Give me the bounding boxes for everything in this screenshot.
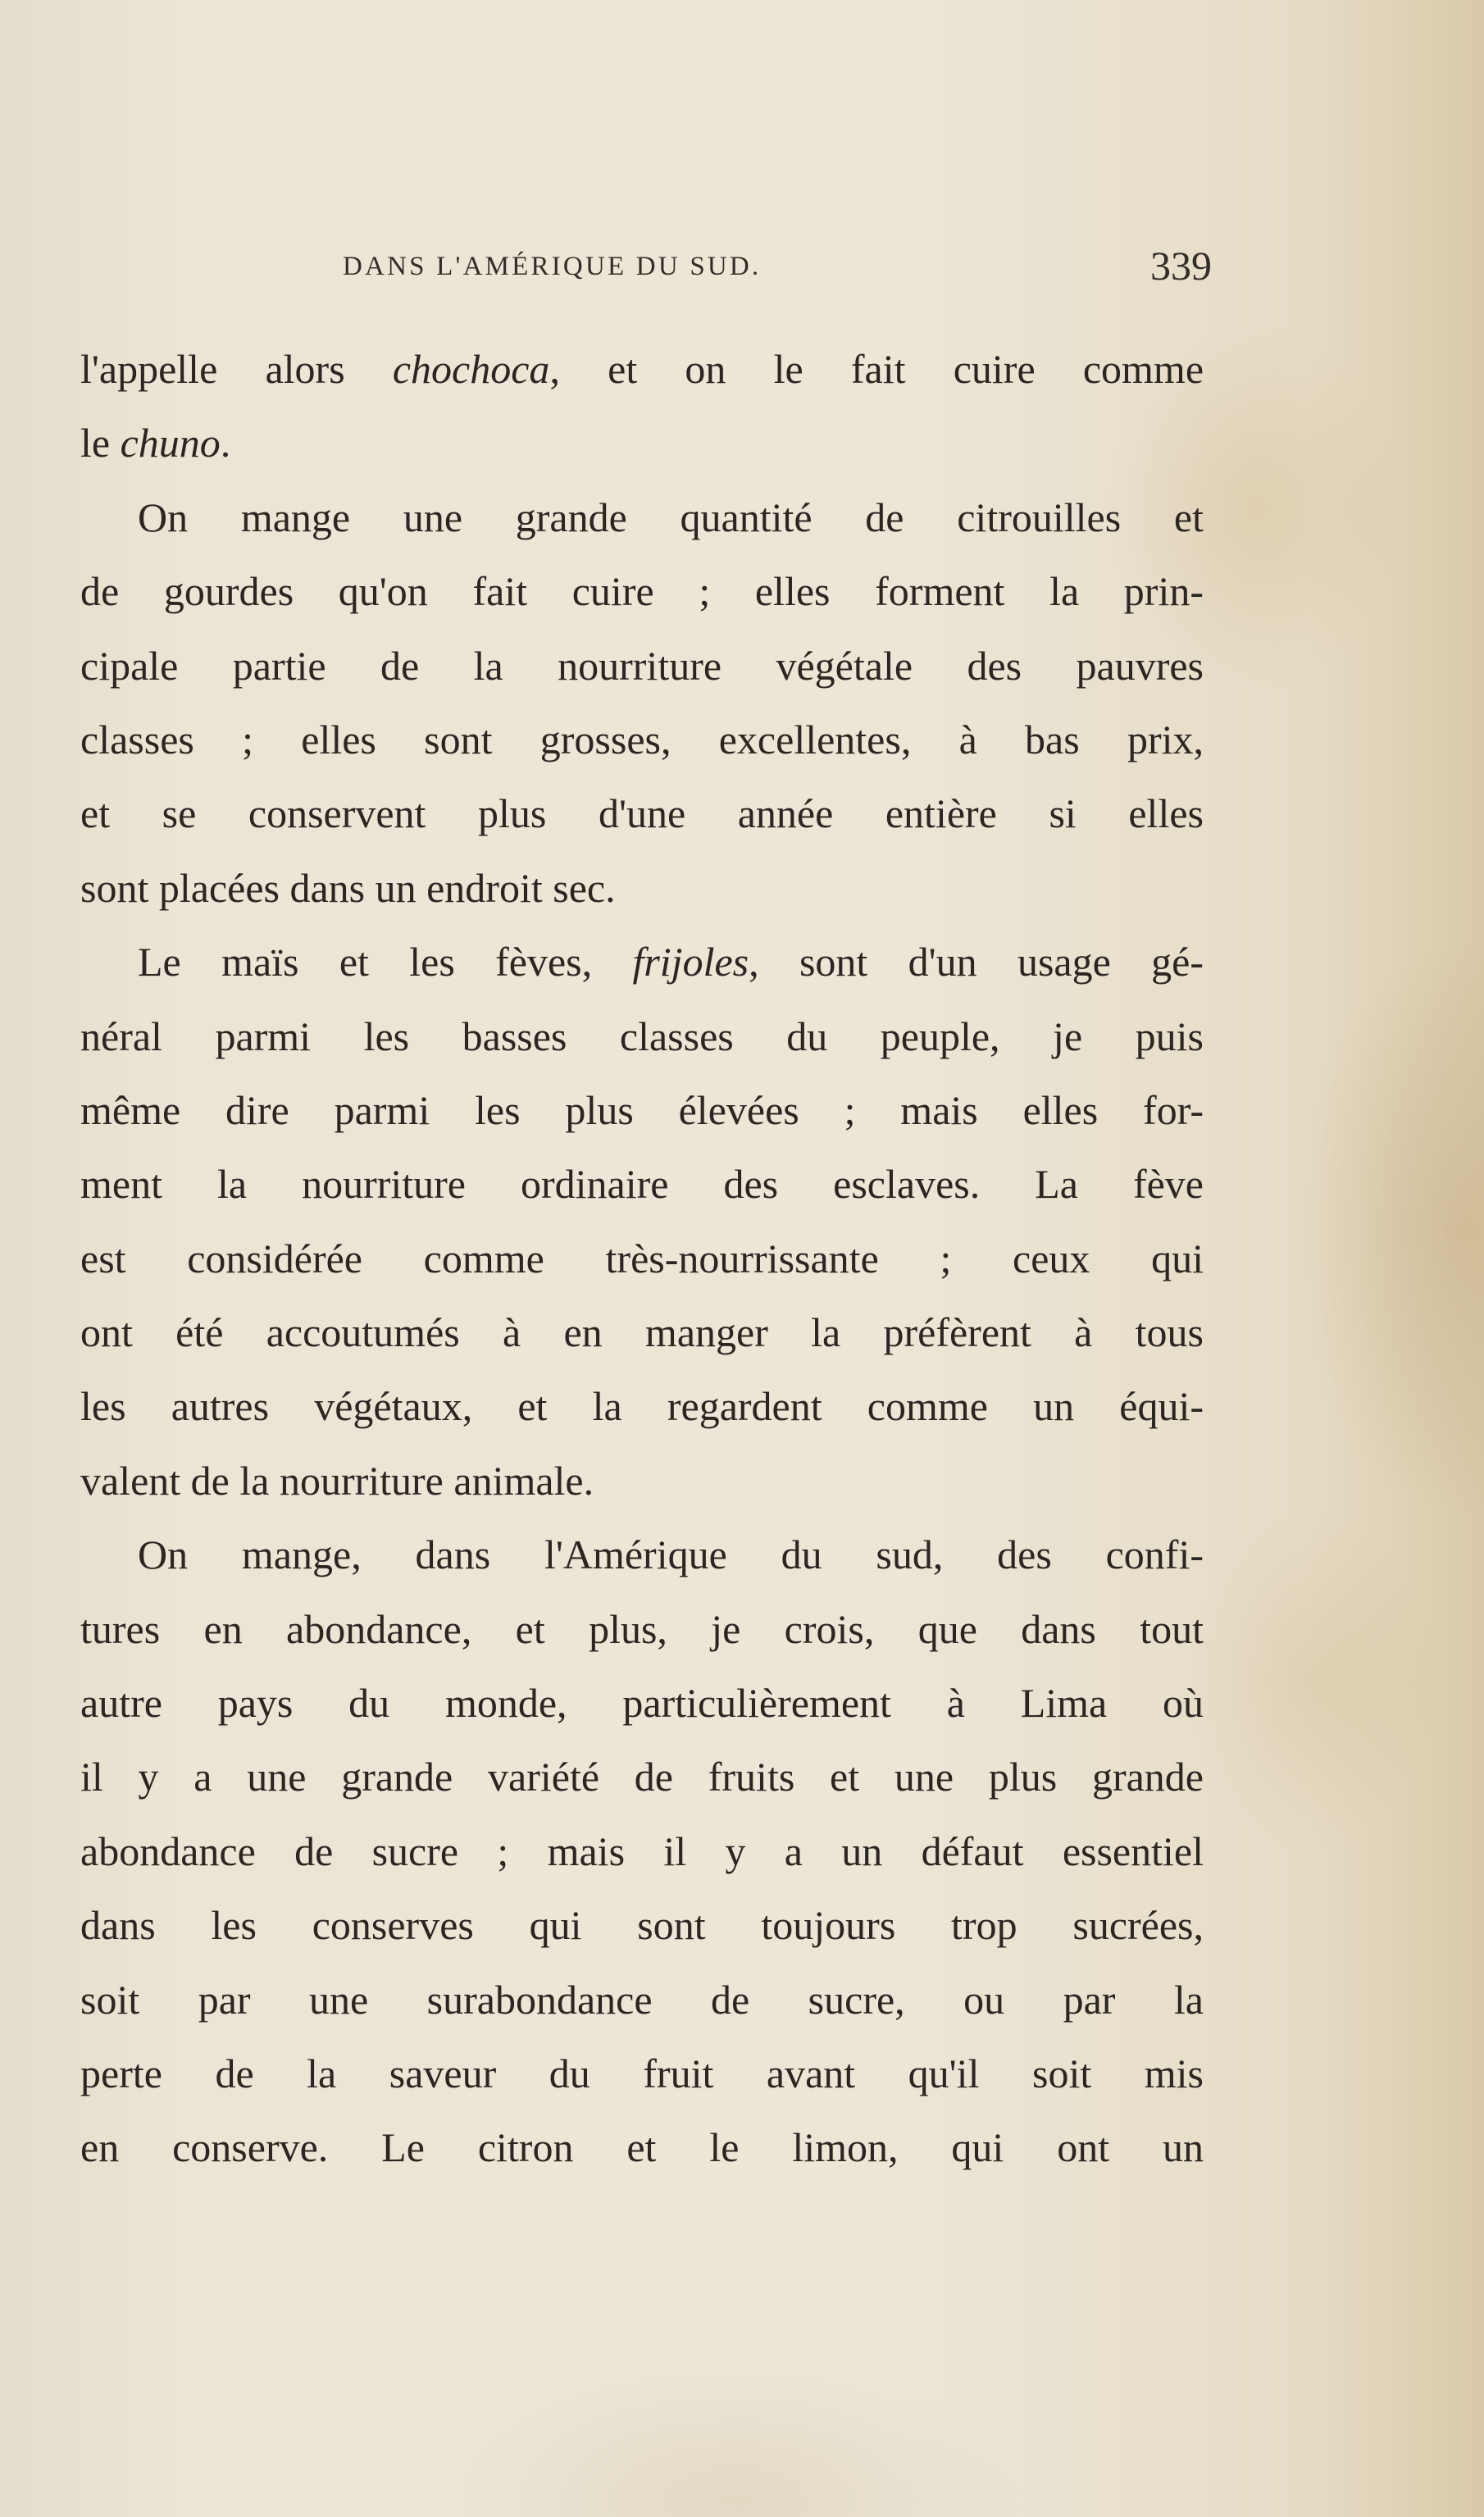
text-line: il y a une grande variété de fruits et une plus grande [80,1754,1204,1800]
text-line: sont placées dans un endroit sec. [80,864,616,911]
text-line: perte de la saveur du fruit avant qu'il soit mis [80,2050,1204,2096]
text-line: abondance de sucre ; mais il y a un défaut essentiel [80,1827,1204,1874]
text-line: ment la nourriture ordinaire des esclaves. La fève [80,1161,1204,1208]
running-head: DANS L'AMÉRIQUE DU SUD. [343,252,762,281]
text-line: de gourdes qu'on fait cuire ; elles forment la prin- [80,568,1204,615]
text-line: soit par une surabondance de sucre, ou par la [80,1976,1204,2023]
text-line: valent de la nourriture animale. [80,1457,594,1504]
text-line: ont été accoutumés à en manger la préfèrent à tous [80,1309,1204,1356]
paragraph-first-line: On mange une grande quantité de citrouilles et [138,494,1204,540]
text-line: tures en abondance, et plus, je crois, que dans tout [80,1605,1204,1652]
text-line: l'appelle alors chochoca, et on le fait cuire comme [80,346,1204,392]
paragraph-first-line: On mange, dans l'Amérique du sud, des confi- [138,1532,1204,1578]
text-line: même dire parmi les plus élevées ; mais elles for- [80,1086,1204,1133]
text-line: est considérée comme très-nourrissante ; ceux qui [80,1235,1204,1281]
page-number: 339 [1150,243,1212,289]
text-line: autre pays du monde, particulièrement à Lima où [80,1680,1204,1727]
page-header [80,242,1212,307]
paragraph-first-line: Le maïs et les fèves, frijoles, sont d'un usage gé- [138,939,1204,985]
text-line: le chuno. [80,420,231,467]
text-line: cipale partie de la nourriture végétale des pauvres [80,642,1204,689]
text-line: néral parmi les basses classes du peuple, je puis [80,1013,1204,1059]
text-line: les autres végétaux, et la regardent comme un équi- [80,1383,1204,1430]
text-line: classes ; elles sont grosses, excellentes, à bas prix, [80,716,1204,762]
body-text [80,332,1204,2185]
text-line: en conserve. Le citron et le limon, qui ont un [80,2124,1204,2171]
text-line: dans les conserves qui sont toujours trop sucrées, [80,1902,1204,1949]
text-line: et se conservent plus d'une année entière si elles [80,790,1204,837]
